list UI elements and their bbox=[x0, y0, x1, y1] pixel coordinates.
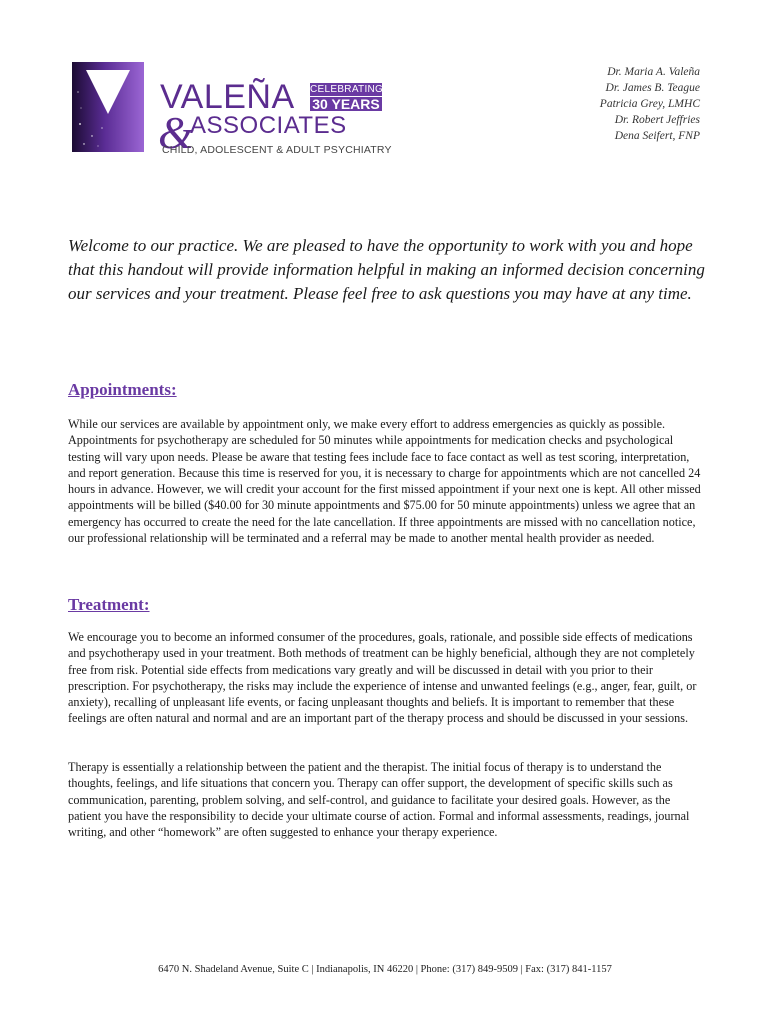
treatment-paragraph-1: We encourage you to become an informed consumer of the procedures, goals, rationale, and possible side effects of medications and psychotherapy used in your treatment. Both methods of treatment can be highly beneficial, although they are not completely free from risk. Potential side effects from medications vary greatly and will be discussed in detail with you prior to their prescription. For psychotherapy, the risks may include the experience of intense and unwanted feelings (e.g., anger, fear, guilt, or anxiety), recalling of unpleasant life events, or facing unpleasant thoughts and beliefs. It is important to remember that these feelings are often natural and normal and are an important part of the therapy process and should be discussed in your sessions. bbox=[68, 630, 697, 726]
logo-title: VALEÑA bbox=[160, 78, 295, 116]
provider-name: Dena Seifert, FNP bbox=[614, 130, 700, 142]
treatment-paragraph-2: Therapy is essentially a relationship between the patient and the therapist. The initial focus of therapy is to understand the thoughts, feelings, and life situations that concern you. Therapy can offer support, the development of specific skills such as communication, parenting, problem solving, and self-control, and guidance to facilitate your desired goals. However, as the patient you have the responsibility to decide your ultimate course of action. Formal and informal assessments, readings, journal writing, and other “homework” are often suggested to enhance your therapy experience. bbox=[68, 760, 690, 840]
logo-subtitle: ASSOCIATES bbox=[190, 112, 347, 139]
provider-name: Dr. James B. Teague bbox=[605, 82, 700, 94]
practice-logo bbox=[72, 62, 392, 157]
badge-bottom-text: 30 YEARS bbox=[312, 96, 380, 112]
logo-tagline: CHILD, ADOLESCENT & ADULT PSYCHIATRY bbox=[162, 144, 392, 156]
provider-name: Dr. Maria A. Valeña bbox=[607, 66, 700, 78]
badge-top-text: CELEBRATING bbox=[310, 84, 384, 95]
provider-name: Patricia Grey, LMHC bbox=[599, 98, 700, 110]
treatment-heading: Treatment: bbox=[68, 595, 150, 614]
appointments-heading: Appointments: bbox=[68, 380, 177, 399]
logo-triangle-icon bbox=[72, 62, 144, 152]
welcome-paragraph: Welcome to our practice. We are pleased to have the opportunity to work with you and hope that this handout will provide information helpful in making an informed decision concerning our services and your treatment. Please feel free to ask questions you may have at any time. bbox=[68, 236, 705, 303]
provider-name: Dr. Robert Jeffries bbox=[614, 114, 700, 126]
anniversary-badge bbox=[310, 83, 382, 111]
provider-list bbox=[600, 64, 700, 144]
logo-ampersand: & bbox=[158, 107, 194, 158]
footer-contact: 6470 N. Shadeland Avenue, Suite C | Indianapolis, IN 46220 | Phone: (317) 849-9509 | Fax: (317) 841-1157 bbox=[158, 964, 612, 975]
appointments-paragraph: While our services are available by appointment only, we make every effort to address emergencies as quickly as possible. Appointments for psychotherapy are scheduled for 50 minutes while appointments for medication checks and psychological testing will vary upon needs. Please be aware that testing fees include face to face contact as well as test scoring, interpretation, and report generation. Because this time is reserved for you, it is necessary to charge for appointments which are not cancelled 24 hours in advance. However, we will credit your account for the first missed appointment if your next one is kept. All other missed appointments will be billed ($40.00 for 30 minute appointments and $75.00 for 50 minute appointments) unless we agree that an emergency has occurred to create the need for the late cancellation. If three appointments are missed with no cancellation notice, our professional relationship will be terminated and a referral may be made to another mental health provider as needed. bbox=[68, 417, 701, 546]
